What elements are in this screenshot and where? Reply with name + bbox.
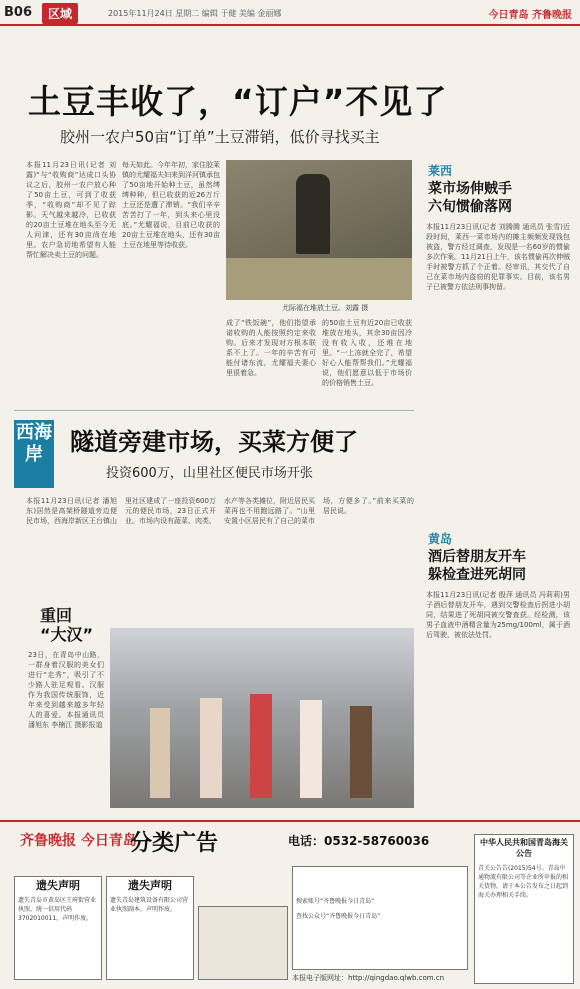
customs-title: 中华人民共和国青岛海关公告 xyxy=(480,838,568,858)
photo2-caption: 23日，在青岛中山路，一群身着汉服的美女们进行“走秀”，吸引了不少路人驻足观看。汉服作为我国传统服饰，近年来受到越来越多年轻人的喜爱。本报通讯员 潘旭东 李楠江 摄影报道 xyxy=(28,651,104,729)
mid-body: 本报11月23日讯(记者 潘旭东)居然是高架桥隧道旁边便民市场，西海岸新区王台镇山里社区建成了一座投资600万元的便民市场，23日正式开业。市场内设有蔬菜、肉类、水产等各类摊位，附近居民买菜再也不用跑远路了。“山里安置小区居民有了自己的菜市场，方便多了。”前来买菜的居民说。 xyxy=(26,497,414,525)
ad-logo: 齐鲁晚报 今日青岛 xyxy=(20,833,137,849)
side2-body: 本报11月23日讯(记者 殷萍 通讯员 冯莉莉)男子酒后替朋友开车，遇到交警检查后拐进小胡同，结果进了死胡同被交警查获。经检测，该男子血液中酒精含量为25mg/100ml，属于酒后驾驶，被依法处罚。 xyxy=(426,591,570,639)
notice-1-title: 遗失声明 xyxy=(36,879,80,892)
divider xyxy=(14,410,414,411)
side2-tag: 黄岛 xyxy=(428,532,453,546)
potato-photo xyxy=(226,160,412,300)
wechat-line-1: 搜索账号“齐鲁晚报今日青岛” xyxy=(296,898,375,905)
ad-image xyxy=(198,906,288,980)
notice-1-text: 遗失青岛市黄岛区王府街营业执照，统一信用代码3702010011，声明作废。 xyxy=(18,897,97,922)
customs-text: 青关公告告(2015)54号。青岛中通物流有限公司等企业所申报的相关货物，请于本公告发布之日起到海关办理相关手续。 xyxy=(478,865,569,899)
ad-title: 分类广告 xyxy=(130,830,219,856)
mid-headline: 隧道旁建市场，买菜方便了 xyxy=(70,428,358,456)
notice-2-text: 遗失青岛建筑设备有限公司营业执照副本，声明作废。 xyxy=(110,897,189,913)
header-meta: 2015年11月24日 星期二 编辑 于健 美编 金丽娜 xyxy=(108,9,282,18)
notice-2-title: 遗失声明 xyxy=(128,879,172,892)
customs-notice xyxy=(474,834,574,984)
lead-body-col1: 本报11月23日讯(记者 刘露)“与“收购商”达成口头协议之后，胶州一农户放心种了50亩土豆，可到了收获季，“收购商”却不见了踪影。天气越来越冷，已收获的20亩土豆堆在地头至今无人问津，还有30亩尚在地里。农户急切地希望有人能帮忙解决卖土豆的问题。 xyxy=(26,161,116,259)
photo-caption: 尤际福在堆放土豆。刘露 摄 xyxy=(282,304,369,312)
hanfu-photo xyxy=(110,628,414,808)
lead-body-col4: 的50亩土豆有近20亩已收获堆放在地头，其余30亩因冷没有收入收，还堆在地里。“一上冻就全完了，希望好心人能帮帮我们。”尤耀福说，他们愿意以低于市场价的价格销售土豆。 xyxy=(322,319,412,387)
page-number: B06 xyxy=(4,5,32,20)
side1-body: 本报11月23日讯(记者 刘腾腾 通讯员 张雪)近段时间，莱西一菜市场内的摊主频频发现钱包被盗，警方经过调查，发现是一名60岁的惯偷多次作案。11月21日上午，该名惯偷再次伸贼手时被警方抓了个正着。经审讯，其交代了自己在菜市场内盗窃的犯罪事实。目前，该名男子已被警方依法刑事拘留。 xyxy=(426,223,570,291)
notice-box-1 xyxy=(14,876,102,980)
wechat-line-2: 查找公众号“齐鲁晚报今日青岛” xyxy=(296,913,381,920)
lead-headline: 土豆丰收了，“订户”不见了 xyxy=(28,82,448,121)
ad-phone: 电话：0532-58760036 xyxy=(288,834,430,848)
side1-headline: 菜市场伸贼手 六旬惯偷落网 xyxy=(428,181,512,215)
section-label: 区域 xyxy=(42,3,78,24)
lead-subheadline: 胶州一农户50亩“订单”土豆滞销，低价寻找买主 xyxy=(60,128,380,146)
lead-body-col3: 成了“铁饭碗”，他们指望承诺收购的人能按照约定来收购。后来才发现对方根本联系不上了。一年的辛苦有可能付诸东流，尤耀福夫妻心里很着急。 xyxy=(226,319,316,377)
online-url: 本报电子版网址：http://qingdao.qlwb.com.cn xyxy=(292,974,445,982)
notice-box-2 xyxy=(106,876,194,980)
region-tag-west-coast: 西海岸 xyxy=(14,420,54,488)
photo2-title: 重回 “大汉” xyxy=(40,606,94,644)
mid-subheadline: 投资600万，山里社区便民市场开张 xyxy=(106,466,313,481)
wechat-ad xyxy=(292,866,468,970)
lead-body-col2: 每天如此。今年年初，家住胶莱镇的尤耀福夫妇来到洋河镇承包了50亩地开始种土豆，虽然缚缚种种，但已收获的近26万斤土豆还是遭了滞销。“我们辛辛苦苦打了一年，到头来心里没底。”尤耀福说，目前已收获的20亩土豆堆在地头，还有30亩土豆在地里等待收获。 xyxy=(122,161,220,249)
side2-headline: 酒后替朋友开车 躲检查进死胡同 xyxy=(428,549,526,583)
side1-tag: 莱西 xyxy=(428,164,453,178)
brand-logo: 今日青岛 齐鲁晚报 xyxy=(488,10,572,21)
